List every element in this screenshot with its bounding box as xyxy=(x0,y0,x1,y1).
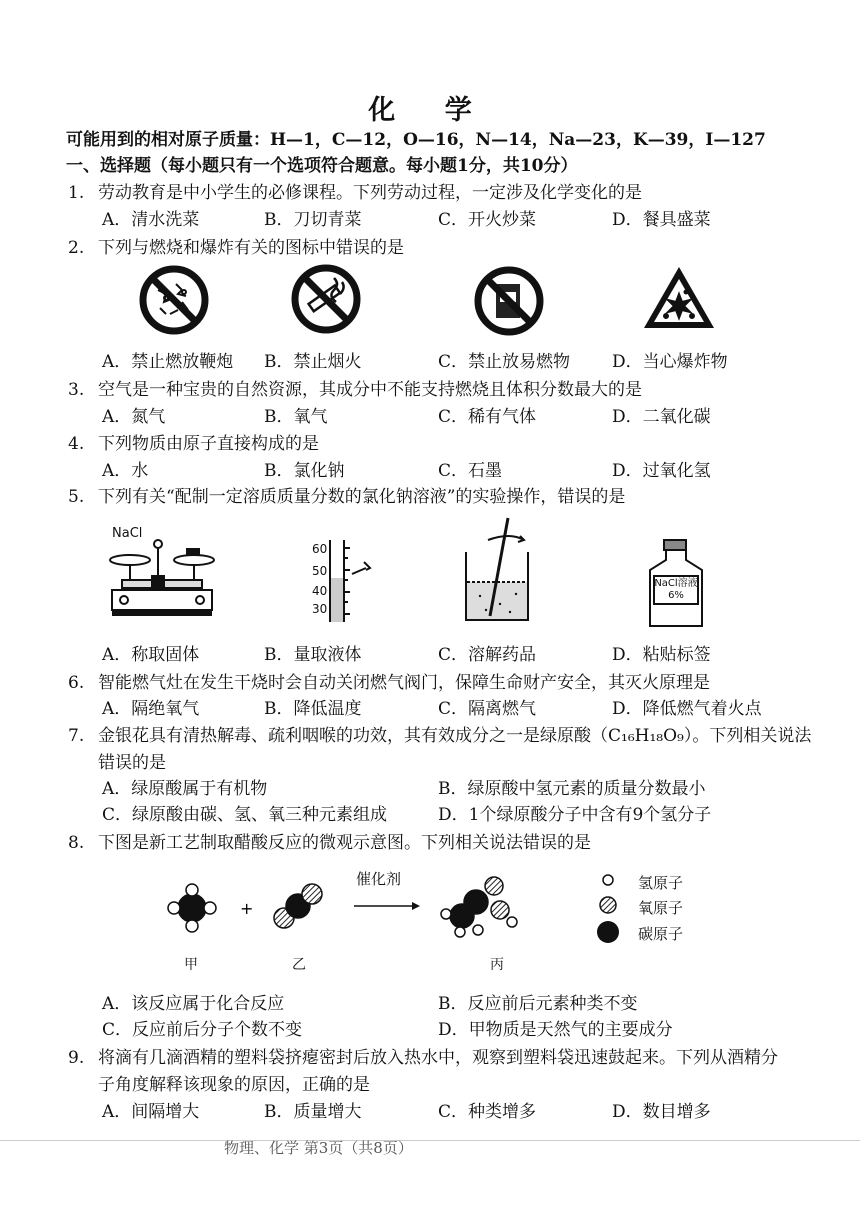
q1-option-b: B．刀切青菜 xyxy=(264,210,362,230)
q1-option-c: C．开火炒菜 xyxy=(438,210,537,230)
q6-option-c: C．隔离燃气 xyxy=(438,699,537,719)
q5-option-a: A．称取固体 xyxy=(102,645,200,665)
bottle-label-text: NaCl溶液 xyxy=(654,578,698,589)
reagent-bottle-figure xyxy=(640,538,712,630)
q9-option-b: B．质量增大 xyxy=(264,1102,362,1122)
bottle-label-percent: 6% xyxy=(668,590,684,601)
q4-option-c: C．石墨 xyxy=(438,461,503,481)
tick-label: 40 xyxy=(312,584,328,598)
q7-option-a: A．绿原酸属于有机物 xyxy=(102,779,268,799)
q4-option-d: D．过氧化氢 xyxy=(612,461,711,481)
explosive-warning-icon xyxy=(640,262,718,334)
q2-option-d: D．当心爆炸物 xyxy=(612,352,728,372)
legend-carbon: 碳原子 xyxy=(638,925,684,943)
q7-option-b: B．绿原酸中氢元素的质量分数最小 xyxy=(438,779,706,799)
question-9-continued: 子角度解释该现象的原因，正确的是 xyxy=(98,1075,370,1095)
page-footer: 物理、化学 第3页（共8页） xyxy=(224,1139,413,1157)
no-firecrackers-icon xyxy=(136,262,212,338)
q8-option-d: D．甲物质是天然气的主要成分 xyxy=(438,1020,673,1040)
tick-label: 60 xyxy=(312,542,328,556)
q8-option-c: C．反应前后分子个数不变 xyxy=(102,1020,303,1040)
label-jia: 甲 xyxy=(184,957,198,973)
tick-label: 50 xyxy=(312,564,328,578)
question-5: 5. 下列有关“配制一定溶质质量分数的氯化钠溶液”的实验操作，错误的是 xyxy=(68,487,626,507)
question-3: 3. 空气是一种宝贵的自然资源，其成分中不能支持燃烧且体积分数最大的是 xyxy=(68,380,642,400)
tick-label: 30 xyxy=(312,602,328,616)
question-2: 2. 下列与燃烧和爆炸有关的图标中错误的是 xyxy=(68,238,404,258)
q9-option-c: C．种类增多 xyxy=(438,1102,537,1122)
page-title: 化 学 xyxy=(368,95,492,126)
q6-option-b: B．降低温度 xyxy=(264,699,362,719)
catalyst-label: 催化剂 xyxy=(356,870,402,888)
beaker-stirring-icon xyxy=(460,516,544,626)
no-flammables-icon xyxy=(470,262,548,340)
legend-oxygen: 氧原子 xyxy=(638,899,684,917)
q5-option-b: B．量取液体 xyxy=(264,645,362,665)
q4-option-a: A．水 xyxy=(102,461,149,481)
q3-option-c: C．稀有气体 xyxy=(438,407,537,427)
q1-option-a: A．清水洗菜 xyxy=(102,210,200,230)
legend-hydrogen: 氢原子 xyxy=(638,874,684,892)
q8-option-a: A．该反应属于化合反应 xyxy=(102,994,285,1014)
q4-option-b: B．氯化钠 xyxy=(264,461,345,481)
section-heading: 一、选择题（每小题只有一个选项符合题意。每小题1分，共10分） xyxy=(66,156,578,176)
page-divider xyxy=(0,1140,860,1141)
no-smoking-fire-icon xyxy=(288,260,364,338)
q7-option-d: D．1个绿原酸分子中含有9个氢分子 xyxy=(438,805,712,825)
q2-option-c: C．禁止放易燃物 xyxy=(438,352,571,372)
q3-option-a: A．氮气 xyxy=(102,407,166,427)
q9-option-d: D．数目增多 xyxy=(612,1102,711,1122)
q6-option-a: A．隔绝氧气 xyxy=(102,699,200,719)
balance-icon xyxy=(102,520,222,630)
question-4: 4. 下列物质由原子直接构成的是 xyxy=(68,434,319,454)
q1-option-d: D．餐具盛菜 xyxy=(612,210,711,230)
q5-option-c: C．溶解药品 xyxy=(438,645,537,665)
label-yi: 乙 xyxy=(292,957,306,973)
question-1: 1. 劳动教育是中小学生的必修课程。下列劳动过程，一定涉及化学变化的是 xyxy=(68,183,642,203)
q9-option-a: A．间隔增大 xyxy=(102,1102,200,1122)
q3-option-d: D．二氧化碳 xyxy=(612,407,711,427)
nacl-label: NaCl xyxy=(112,526,143,541)
atomic-mass-line: 可能用到的相对原子质量：H—1，C—12，O—16，N—14，Na—23，K—39，I—127 xyxy=(66,130,766,150)
question-7-continued: 错误的是 xyxy=(98,753,166,773)
q5-option-d: D．粘贴标签 xyxy=(612,645,711,665)
question-8: 8. 下图是新工艺制取醋酸反应的微观示意图。下列相关说法错误的是 xyxy=(68,833,591,853)
q3-option-b: B．氧气 xyxy=(264,407,328,427)
question-9: 9. 将滴有几滴酒精的塑料袋挤瘪密封后放入热水中，观察到塑料袋迅速鼓起来。下列从酒精分 xyxy=(68,1048,778,1068)
atom-legend-icons xyxy=(596,872,620,944)
balance-figure xyxy=(102,520,222,630)
graduated-cylinder-figure xyxy=(300,540,380,624)
q7-option-c: C．绿原酸由碳、氢、氧三种元素组成 xyxy=(102,805,388,825)
question-6: 6. 智能燃气灶在发生干烧时会自动关闭燃气阀门，保障生命财产安全，其灭火原理是 xyxy=(68,673,710,693)
question-7: 7. 金银花具有清热解毒、疏利咽喉的功效，其有效成分之一是绿原酸（C₁₆H₁₈O₉）。下列相关说法 xyxy=(68,726,812,746)
q6-option-d: D．降低燃气着火点 xyxy=(612,699,762,719)
cylinder-icon xyxy=(300,540,380,624)
q2-option-a: A．禁止燃放鞭炮 xyxy=(102,352,234,372)
svg-text:+: + xyxy=(240,899,254,918)
label-bing: 丙 xyxy=(490,957,504,973)
q2-option-b: B．禁止烟火 xyxy=(264,352,362,372)
q8-option-b: B．反应前后元素种类不变 xyxy=(438,994,638,1014)
